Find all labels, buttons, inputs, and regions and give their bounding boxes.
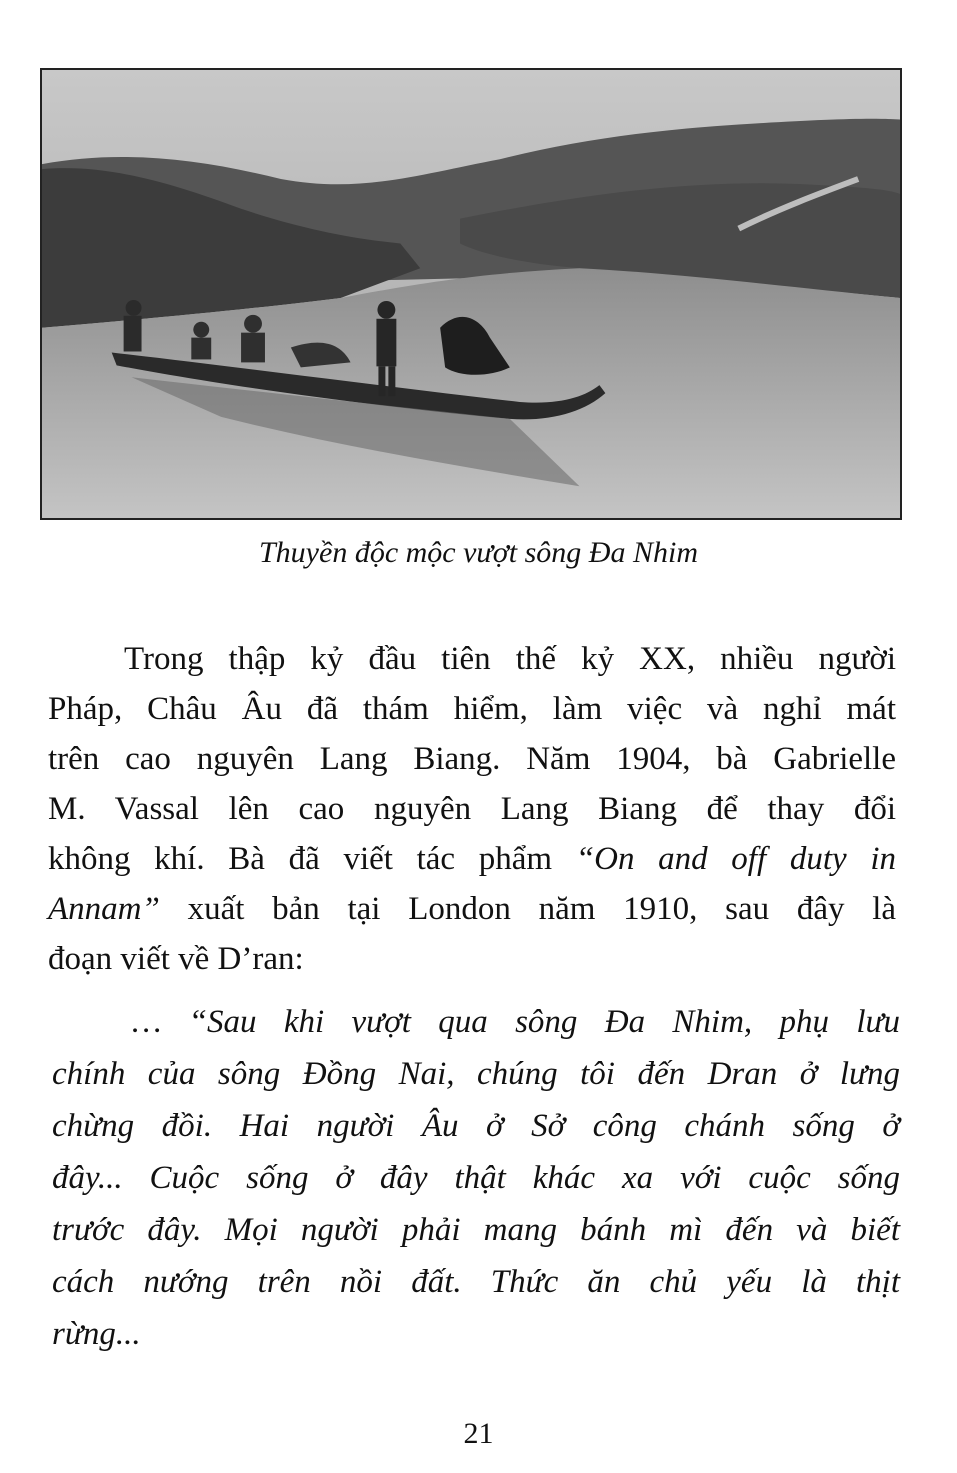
quote-line: rừng... bbox=[52, 1316, 141, 1352]
river-canoe-illustration bbox=[42, 70, 900, 518]
quote-line: chừng đồi. Hai người Âu ở Sở công chánh sống ở bbox=[52, 1108, 900, 1144]
quoted-passage bbox=[52, 996, 900, 1360]
paragraph-line bbox=[48, 834, 896, 884]
paragraph-line-part: xuất bản tại London năm 1910, sau đây là bbox=[187, 891, 897, 927]
paragraph-line: Trong thập kỷ đầu tiên thế kỷ XX, nhiều người bbox=[124, 641, 896, 677]
paragraph-line bbox=[48, 884, 896, 934]
book-title-part: “On and off duty in bbox=[575, 841, 896, 877]
photo-dugout-canoe-river bbox=[40, 68, 902, 520]
quote-line: chính của sông Đồng Nai, chúng tôi đến Dran ở lưng bbox=[52, 1056, 900, 1092]
paragraph-line: trên cao nguyên Lang Biang. Năm 1904, bà Gabrielle bbox=[48, 741, 896, 777]
quote-line: … “Sau khi vượt qua sông Đa Nhim, phụ lưu bbox=[132, 1004, 900, 1040]
quote-line: trước đây. Mọi người phải mang bánh mì đến và biết bbox=[52, 1212, 900, 1248]
paragraph-line: M. Vassal lên cao nguyên Lang Biang để thay đổi bbox=[48, 791, 896, 827]
passenger-2 bbox=[241, 315, 265, 363]
quote-line: đây... Cuộc sống ở đây thật khác xa với cuộc sống bbox=[52, 1160, 900, 1196]
book-title-part: Annam” bbox=[48, 891, 160, 927]
quote-line: cách nướng trên nồi đất. Thức ăn chủ yếu là thịt bbox=[52, 1264, 900, 1300]
passenger-1 bbox=[191, 322, 211, 360]
photo-caption: Thuyền độc mộc vượt sông Đa Nhim bbox=[259, 536, 698, 569]
paragraph-line-part: không khí. Bà đã viết tác phẩm bbox=[48, 841, 553, 877]
paragraph-line: đoạn viết về D’ran: bbox=[48, 941, 304, 977]
paddler-left bbox=[124, 300, 142, 352]
paragraph-line: Pháp, Châu Âu đã thám hiểm, làm việc và nghỉ mát bbox=[48, 691, 896, 727]
body-paragraph bbox=[48, 634, 896, 984]
page-number: 21 bbox=[463, 1417, 494, 1450]
